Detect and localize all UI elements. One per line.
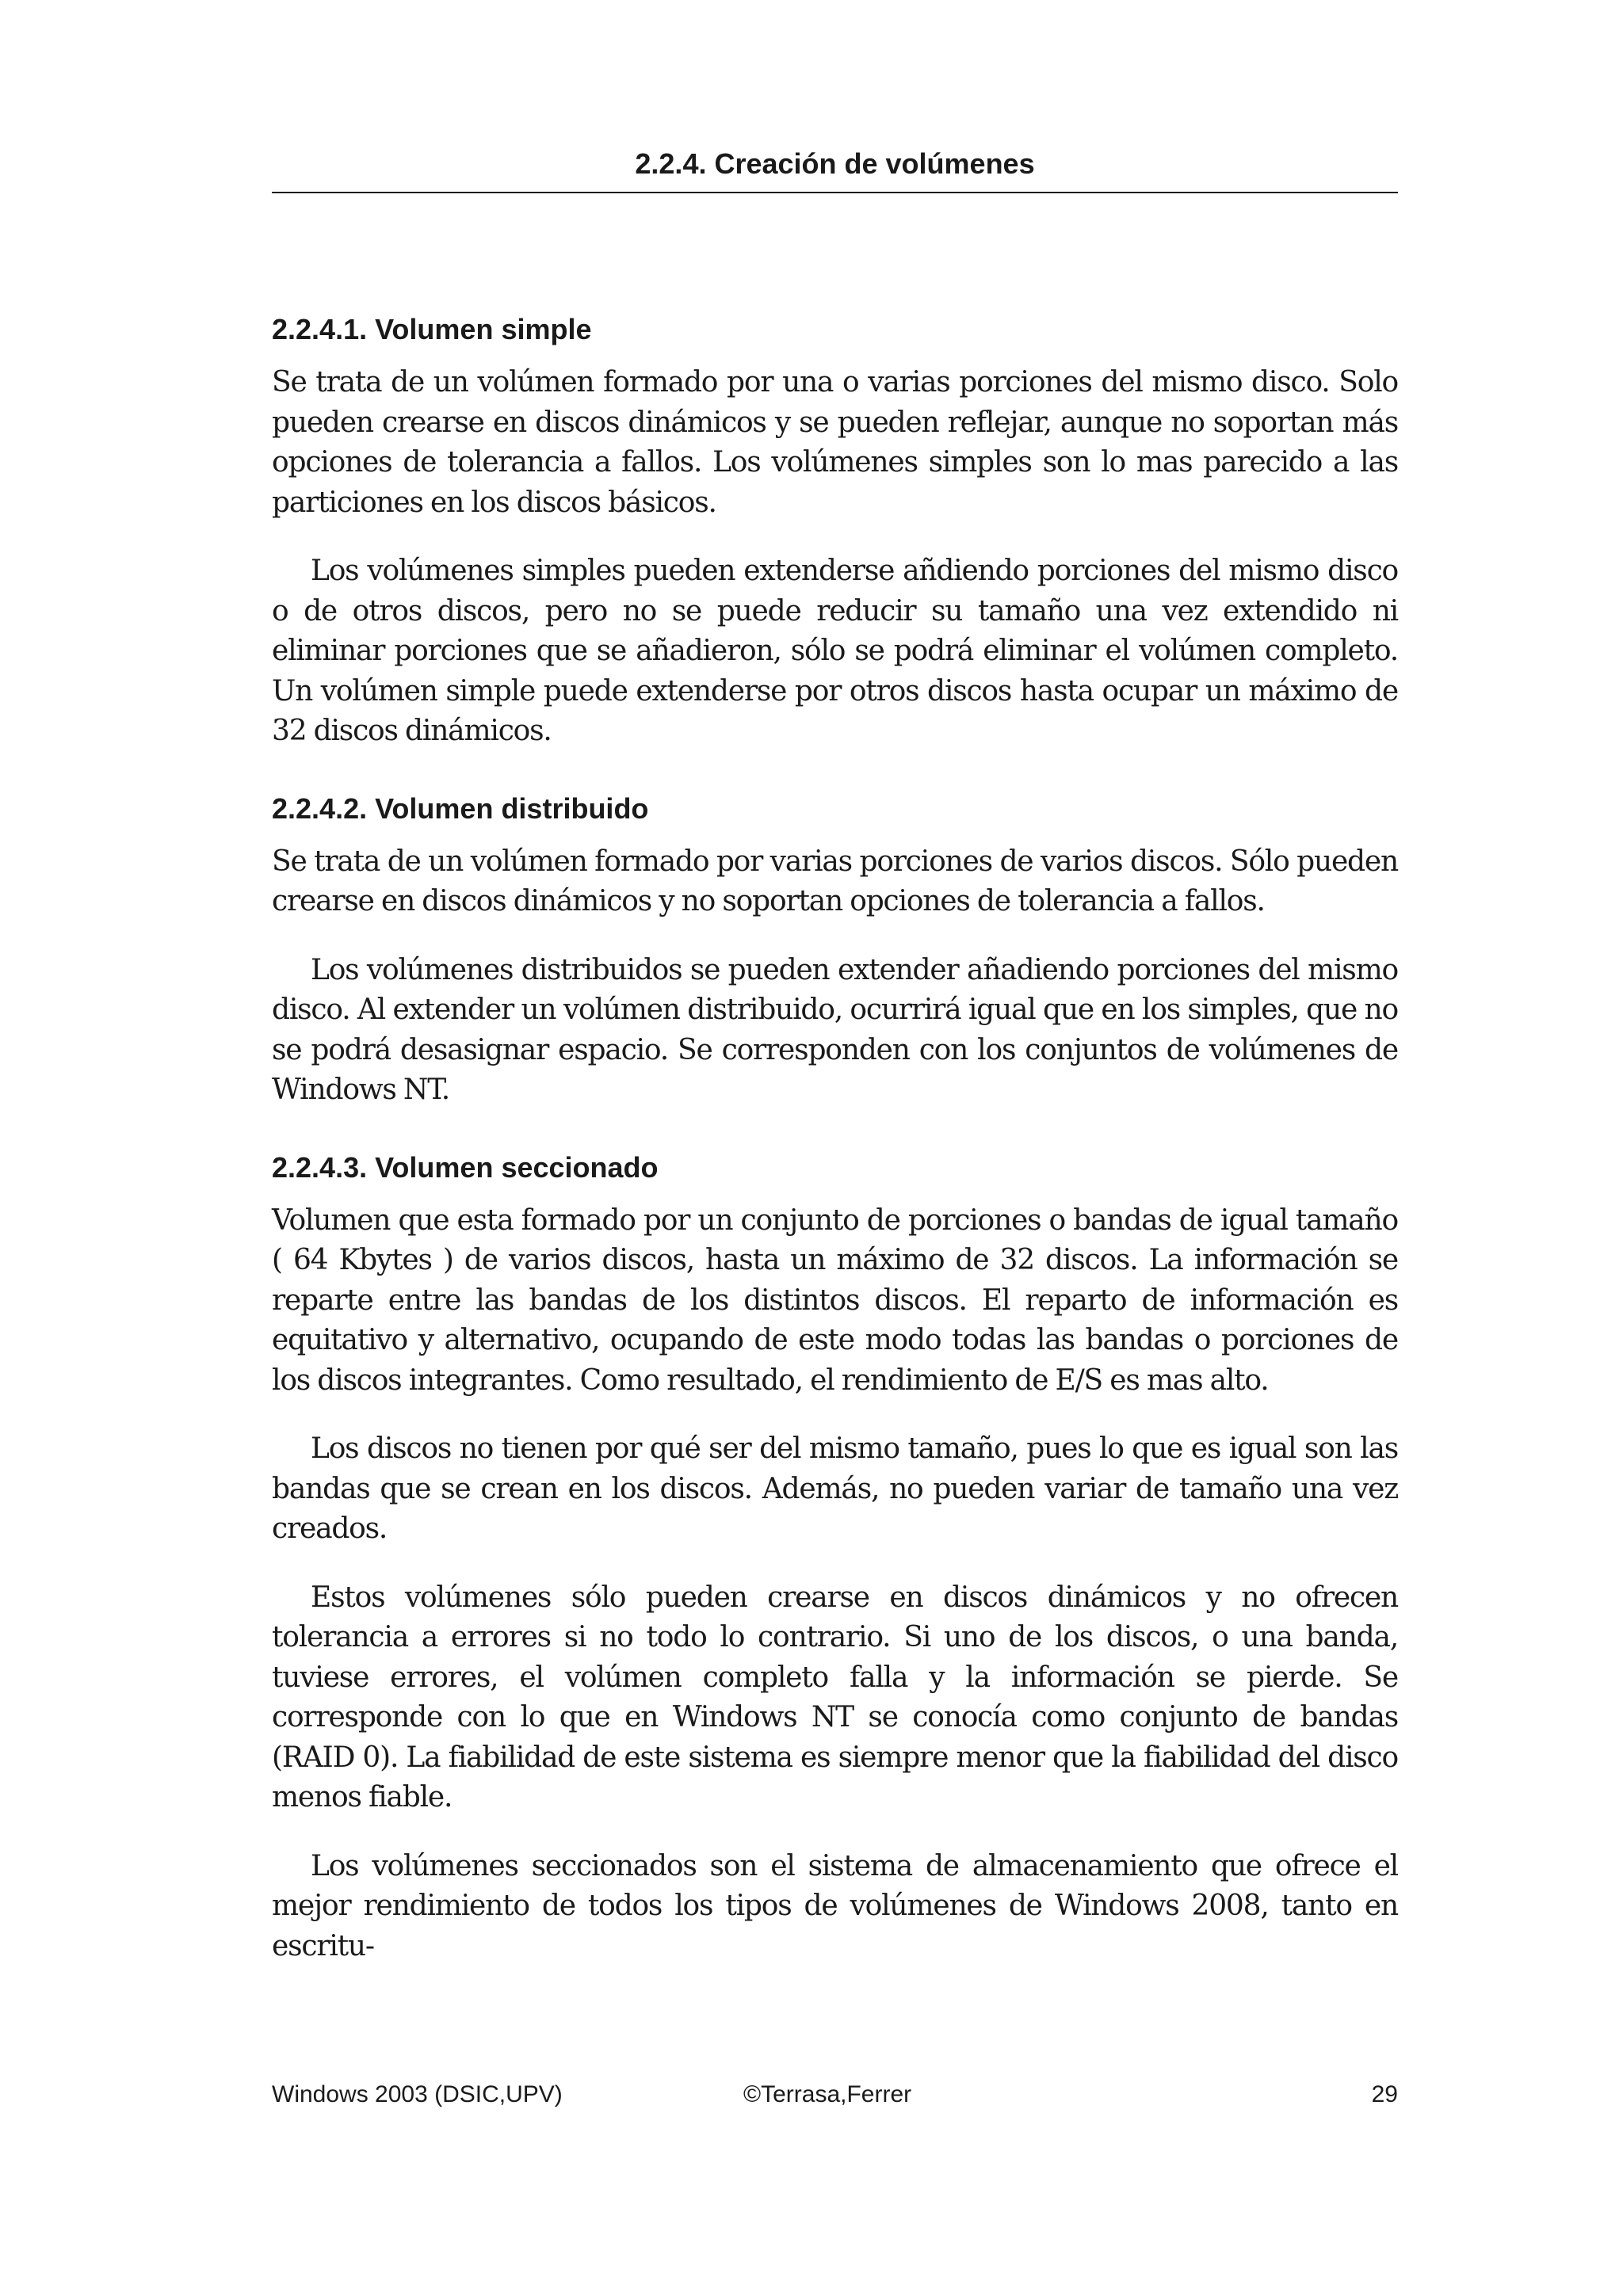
paragraph: Volumen que esta formado por un conjunto de porciones o bandas de igual tamaño ( 64 Kbytes ) de varios discos, hasta un máximo de 32 discos. La información se reparte entre las bandas de los distintos discos. El reparto de información es equitativo y alternativo, ocupando de este modo todas las bandas o porciones de los discos integrantes. Como resultado, el rendimiento de E/S es mas alto.: [272, 1203, 1398, 1397]
paragraph: Los volúmenes seccionados son el sistema de almacenamiento que ofrece el mejor rendimiento de todos los tipos de volúmenes de Windows 2008, tanto en escritu-: [272, 1849, 1398, 1962]
paragraph: Los volúmenes distribuidos se pueden extender añadiendo porciones del mismo disco. Al extender un volúmen distribuido, ocurrirá igual que en los simples, que no se podrá desasignar espacio. Se corresponden con los conjuntos de volúmenes de Windows NT.: [272, 953, 1398, 1106]
section-heading: 2.2.4.3. Volumen seccionado: [272, 1150, 659, 1184]
section-volumen-simple: [272, 307, 1398, 752]
paragraph: Se trata de un volúmen formado por una o varias porciones del mismo disco. Solo pueden crearse en discos dinámicos y se pueden reflejar, aunque no soportan más opciones de tolerancia a fallos. Los volúmenes simples son lo mas parecido a las particiones en los discos básicos.: [272, 366, 1398, 519]
footer-authors: ©Terrasa,Ferrer: [743, 2081, 912, 2107]
page-content: [272, 307, 1398, 1995]
section-volumen-distribuido: [272, 787, 1398, 1111]
page-number: 29: [1371, 2081, 1398, 2107]
section-heading: 2.2.4.2. Volumen distribuido: [272, 791, 649, 825]
running-header: [272, 141, 1398, 193]
paragraph: Los discos no tienen por qué ser del mismo tamaño, pues lo que es igual son las bandas que se crean en los discos. Además, no pueden variar de tamaño una vez creados.: [272, 1432, 1398, 1545]
section-heading: 2.2.4.1. Volumen simple: [272, 313, 592, 345]
running-footer: [272, 2077, 1398, 2112]
paragraph: Se trata de un volúmen formado por varias porciones de varios discos. Sólo pueden crearse en discos dinámicos y no soportan opciones de tolerancia a fallos.: [272, 845, 1398, 917]
paragraph: Los volúmenes simples pueden extenderse añdiendo porciones del mismo disco o de otros discos, pero no se puede reducir su tamaño una vez extendido ni eliminar porciones que se añadieron, sólo se podrá eliminar el volúmen completo. Un volúmen simple puede extenderse por otros discos hasta ocupar un máximo de 32 discos dinámicos.: [272, 555, 1398, 747]
paragraph: Estos volúmenes sólo pueden crearse en discos dinámicos y no ofrecen tolerancia a errores si no todo lo contrario. Si uno de los discos, o una banda, tuviese errores, el volúmen completo falla y la información se pierde. Se corresponde con lo que en Windows NT se conocía como conjunto de bandas (RAID 0). La fiabilidad de este sistema es siempre menor que la fiabilidad del disco menos fiable.: [272, 1581, 1398, 1814]
section-volumen-seccionado: [272, 1146, 1398, 1967]
footer-course: Windows 2003 (DSIC,UPV): [272, 2081, 563, 2107]
chapter-title: 2.2.4. Creación de volúmenes: [635, 147, 1035, 180]
